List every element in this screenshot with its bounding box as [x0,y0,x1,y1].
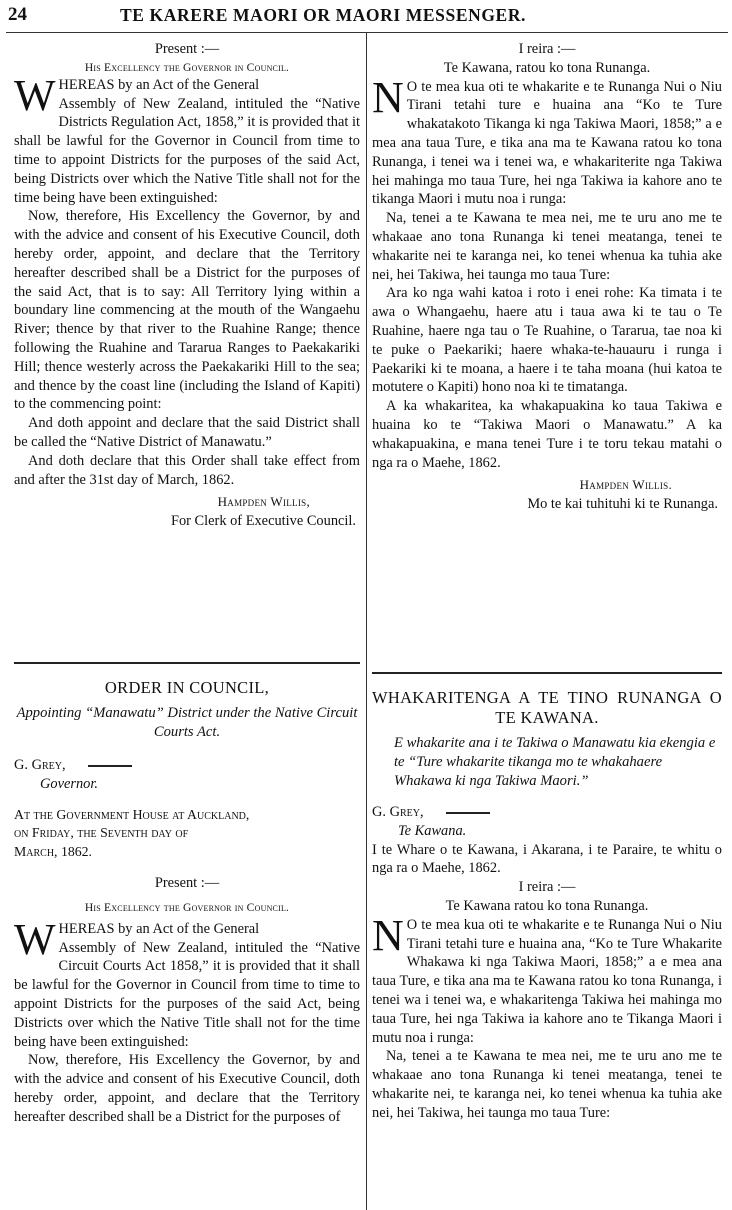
i-reira-line-2: I reira :— [518,879,576,896]
signature-dash-right [446,812,490,814]
whare-paragraph: I te Whare o te Kawana, i Akarana, i te Paraire, te whitu o nga ra o Maehe, 1862. [372,841,722,877]
column-divider [366,32,367,1210]
right-notice-2 [372,688,722,1123]
left-notice-1 [14,40,360,531]
a-ka-whakaritea-paragraph: A ka whakaritea, ka whakapuakina ko taua Takiwa e huaina ko te “Takiwa Maori o Manawatu.” A ka whakapuakina, e mana tenei Ture i te toru tekau matahi o nga ra o Maehe, 1862. [372,398,722,471]
no-te-mea-paragraph-2: N O te mea kua oti te whakarite e te Runanga Nui o Niu Tirani tetahi ture e huaina ana, “Ko te Ture Whakarite Whakawa ki nga Takiwa Maori, 1858;” a e mea ana taua Ture, e tika ana ma te Kawana ratou ko tona Runanga, i tenei wa i tenei wa, e whakaritenga Takiwa hei mahinga mo taua Ture, hei nga Takiwa ia kahore ano te Tikanga Maori i mutu noa i runga: [372,910,722,1046]
appoint-paragraph: And doth appoint and declare that the said District shall be called the “Native District of Manawatu.” [14,415,360,450]
ara-ko-paragraph: Ara ko nga wahi katoa i roto i enei rohe: Ka timata i te awa o Whangaehu, haere atu i taua awa ki te tau o Te Ruahine, haere nga tau o Te Ruahine, o Tararua, tae noa ki te puke o Paekariki; haere whaka-te-hauauru i runga i Paekariki ki te moana, a haere i te taha moana (hui katoa te motutere o Kapiti) hono noa ki te timatanga. [372,285,722,396]
i-reira-line: I reira :— [518,41,576,57]
header-rule [6,32,728,33]
government-house-line: At the Government House at Auckland, on Friday, the Seventh day of March, 1862. [14,806,250,860]
order-heading: ORDER IN COUNCIL, [104,678,270,697]
signature-name: Hampden Willis, [217,494,310,510]
na-tenei-paragraph-2: Na, tenei a te Kawana te mea nei, me te uru ano me te whakaae ano tona Runanga ki tenei meatanga, tenei te whakarite nei, te karanga nei, ko tenei whenua ka tuhia ake nei, hei Takiwa, hei taunga mo taua Ture: [372,1048,722,1121]
te-kawana-runanga-2: Te Kawana ratou ko tona Runanga. [445,897,649,914]
left-notice-2 [14,678,360,1127]
right-notice-1 [372,40,722,514]
grey-title-right: Te Kawana. [398,822,467,839]
whakaritenga-subheading: E whakarite ana i te Takiwa o Manawatu kia ekengia e te “Ture whakarite tikanga mo te whakahaere Whakawa ki nga Takiwa Maori.” [394,735,716,789]
drop-cap-n-2: N [372,910,404,960]
whakaritenga-heading: WHAKARITENGA A TE TINO RUNANGA O TE KAWANA. [372,688,722,727]
no-te-mea-paragraph: N O te mea kua oti te whakarite e te Runanga Nui o Niu Tirani tetahi ture e huaina ana “Ko te Ture whakatakoto Tikanga ki nga Takiwa Maori, 1858;” a e mea ana taua Ture, e tika ana ma te Kawana ratou ko tona Runanga, i tenei wa i tenei wa, e whakariterite nga Takiwa hei mahinga mo taua Ture, hei nga Takiwa ia kahore ano te tikanga Maori i mutu noa i runga: [372,72,722,208]
newspaper-title: TE KARERE MAORI OR MAORI MESSENGER. [120,5,527,25]
na-tenei-paragraph: Na, tenei a te Kawana te mea nei, me te uru ano me te whakaae ano tona Runanga ki tenei meatanga, tenei te whakarite nei te karanga nei, ko tenei whenua ka tuhia ake nei, hei Takiwa, hei taunga mo taua Ture: [372,210,722,283]
signature-dash [88,765,132,767]
page-header [0,0,732,30]
section-rule-right [372,672,722,674]
signature-title: For Clerk of Executive Council. [170,513,356,530]
present-line-2: Present :— [154,874,220,891]
grey-title: Governor. [40,775,98,792]
grey-signature: G. Grey, [14,756,360,775]
grey-signature-right: G. Grey, [372,803,722,822]
order-subheading: Appointing “Manawatu” District under the Native Circuit Courts Act. [16,705,358,740]
declare-paragraph: And doth declare that this Order shall take effect from and after the 31st day of March, 1862. [14,452,360,488]
governor-in-council: His Excellency the Governor in Council. [84,60,290,74]
now-therefore-paragraph: Now, therefore, His Excellency the Governor, by and with the advice and consent of his Executive Council, doth hereby order, appoint, and declare that the Territory hereafter described shall be a District for the purposes of the said Act, that is to say: All Territory lying within a boundary line commencing at the mouth of the Wangaehu River; thence by that river to the Ruahine Range; thence following the Ruahine and Tararua Ranges to Paekakariki Hill; thence westerly across the Paekakariki Hill to the sea; and thence by the coast line (including the Island of Kapiti) to the commencing point: [14,208,360,413]
section-rule-left [14,662,360,664]
present-line: Present :— [154,41,220,57]
now-therefore-paragraph-2: Now, therefore, His Excellency the Governor, by and with the advice and consent of his Executive Council, doth hereby order, appoint, and declare that the Territory hereafter described shall be a District for the purposes of [14,1052,360,1125]
page-number: 24 [8,4,27,25]
drop-cap-n: N [372,72,404,122]
governor-in-council-2: His Excellency the Governor in Council. [84,900,290,914]
te-kawana-runanga: Te Kawana, ratou ko tona Runanga. [443,59,651,76]
drop-cap-2: W [14,914,56,964]
drop-cap: W [14,70,56,120]
whereas-paragraph-2: WHEREAS by an Act of the General Assembly of New Zealand, intituled the “Native Circuit Courts Act 1858,” it is provided that it shall be lawful for the Governor in Council from time to time to appoint Districts for the purposes of the said Act, being Districts over which the Native Title shall not for the time being have been extinguished: [14,914,360,1050]
signature-name-right: Hampden Willis. [579,477,672,493]
signature-title-right: Mo te kai tuhituhi ki te Runanga. [527,496,718,513]
whereas-paragraph: WHEREAS by an Act of the General Assembly of New Zealand, intituled the “Native Districts Regulation Act, 1858,” it is provided that it shall be lawful for the Governor in Council from time to time to appoint Districts for the purposes of the said Act, being Districts over which the Native Title shall not for the time being have been extinguished: [14,70,360,206]
